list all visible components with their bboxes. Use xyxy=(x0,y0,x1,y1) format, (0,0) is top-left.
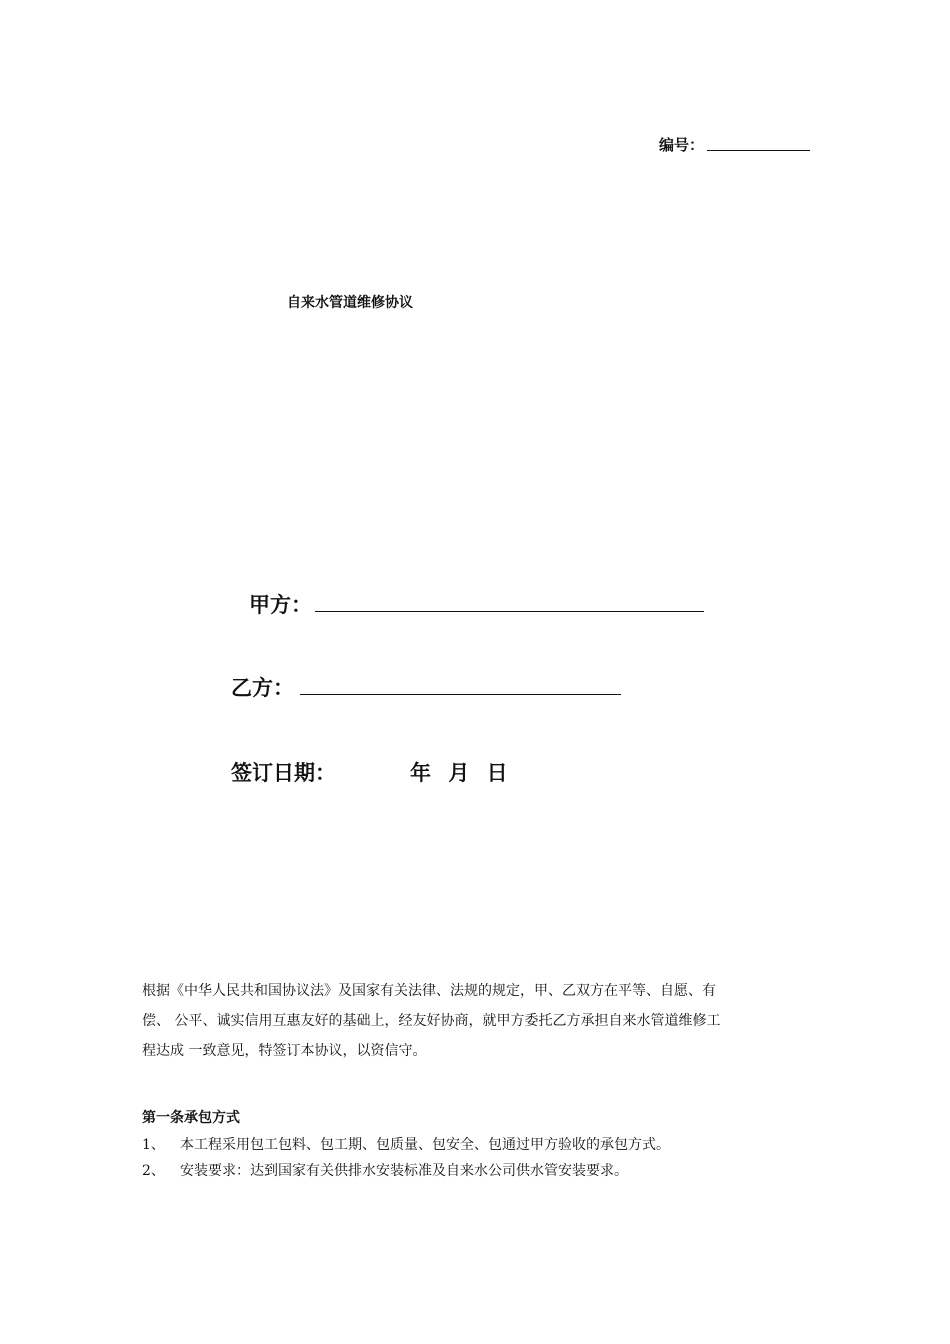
party-a-blank xyxy=(315,611,704,612)
sign-date-fields xyxy=(410,757,508,787)
document-title: 自来水管道维修协议 xyxy=(287,295,413,311)
sign-date-label: 签订日期： xyxy=(231,761,336,785)
serial-number-label: 编号： xyxy=(659,136,705,154)
item-text: 本工程采用包工包料、包工期、包质量、包安全、包通过甲方验收的承包方式。 xyxy=(180,1137,670,1153)
serial-number-blank xyxy=(707,150,810,151)
preamble-line: 偿、 公平、诚实信用互惠友好的基础上，经友好协商，就甲方委托乙方承担自来水管道维修工 xyxy=(142,1013,721,1029)
party-b-label: 乙方： xyxy=(231,676,294,700)
preamble-line: 程达成 一致意见，特签订本协议，以资信守。 xyxy=(142,1043,427,1059)
item-number: 1、 xyxy=(142,1137,165,1153)
preamble-paragraph xyxy=(142,976,817,1066)
item-text: 安装要求：达到国家有关供排水安装标准及自来水公司供水管安装要求。 xyxy=(180,1163,628,1179)
day-label: 日 xyxy=(486,761,508,785)
party-a-label: 甲方： xyxy=(249,593,312,617)
item-number: 2、 xyxy=(142,1163,165,1179)
month-label: 月 xyxy=(448,761,470,785)
article-1-item xyxy=(142,1134,822,1154)
year-label: 年 xyxy=(410,761,431,785)
party-b-blank xyxy=(300,694,621,695)
article-1-item xyxy=(142,1160,822,1180)
article-1-heading: 第一条承包方式 xyxy=(142,1110,240,1126)
preamble-line: 根据《中华人民共和国协议法》及国家有关法律、法规的规定，甲、乙双方在平等、自愿、有 xyxy=(142,983,716,999)
